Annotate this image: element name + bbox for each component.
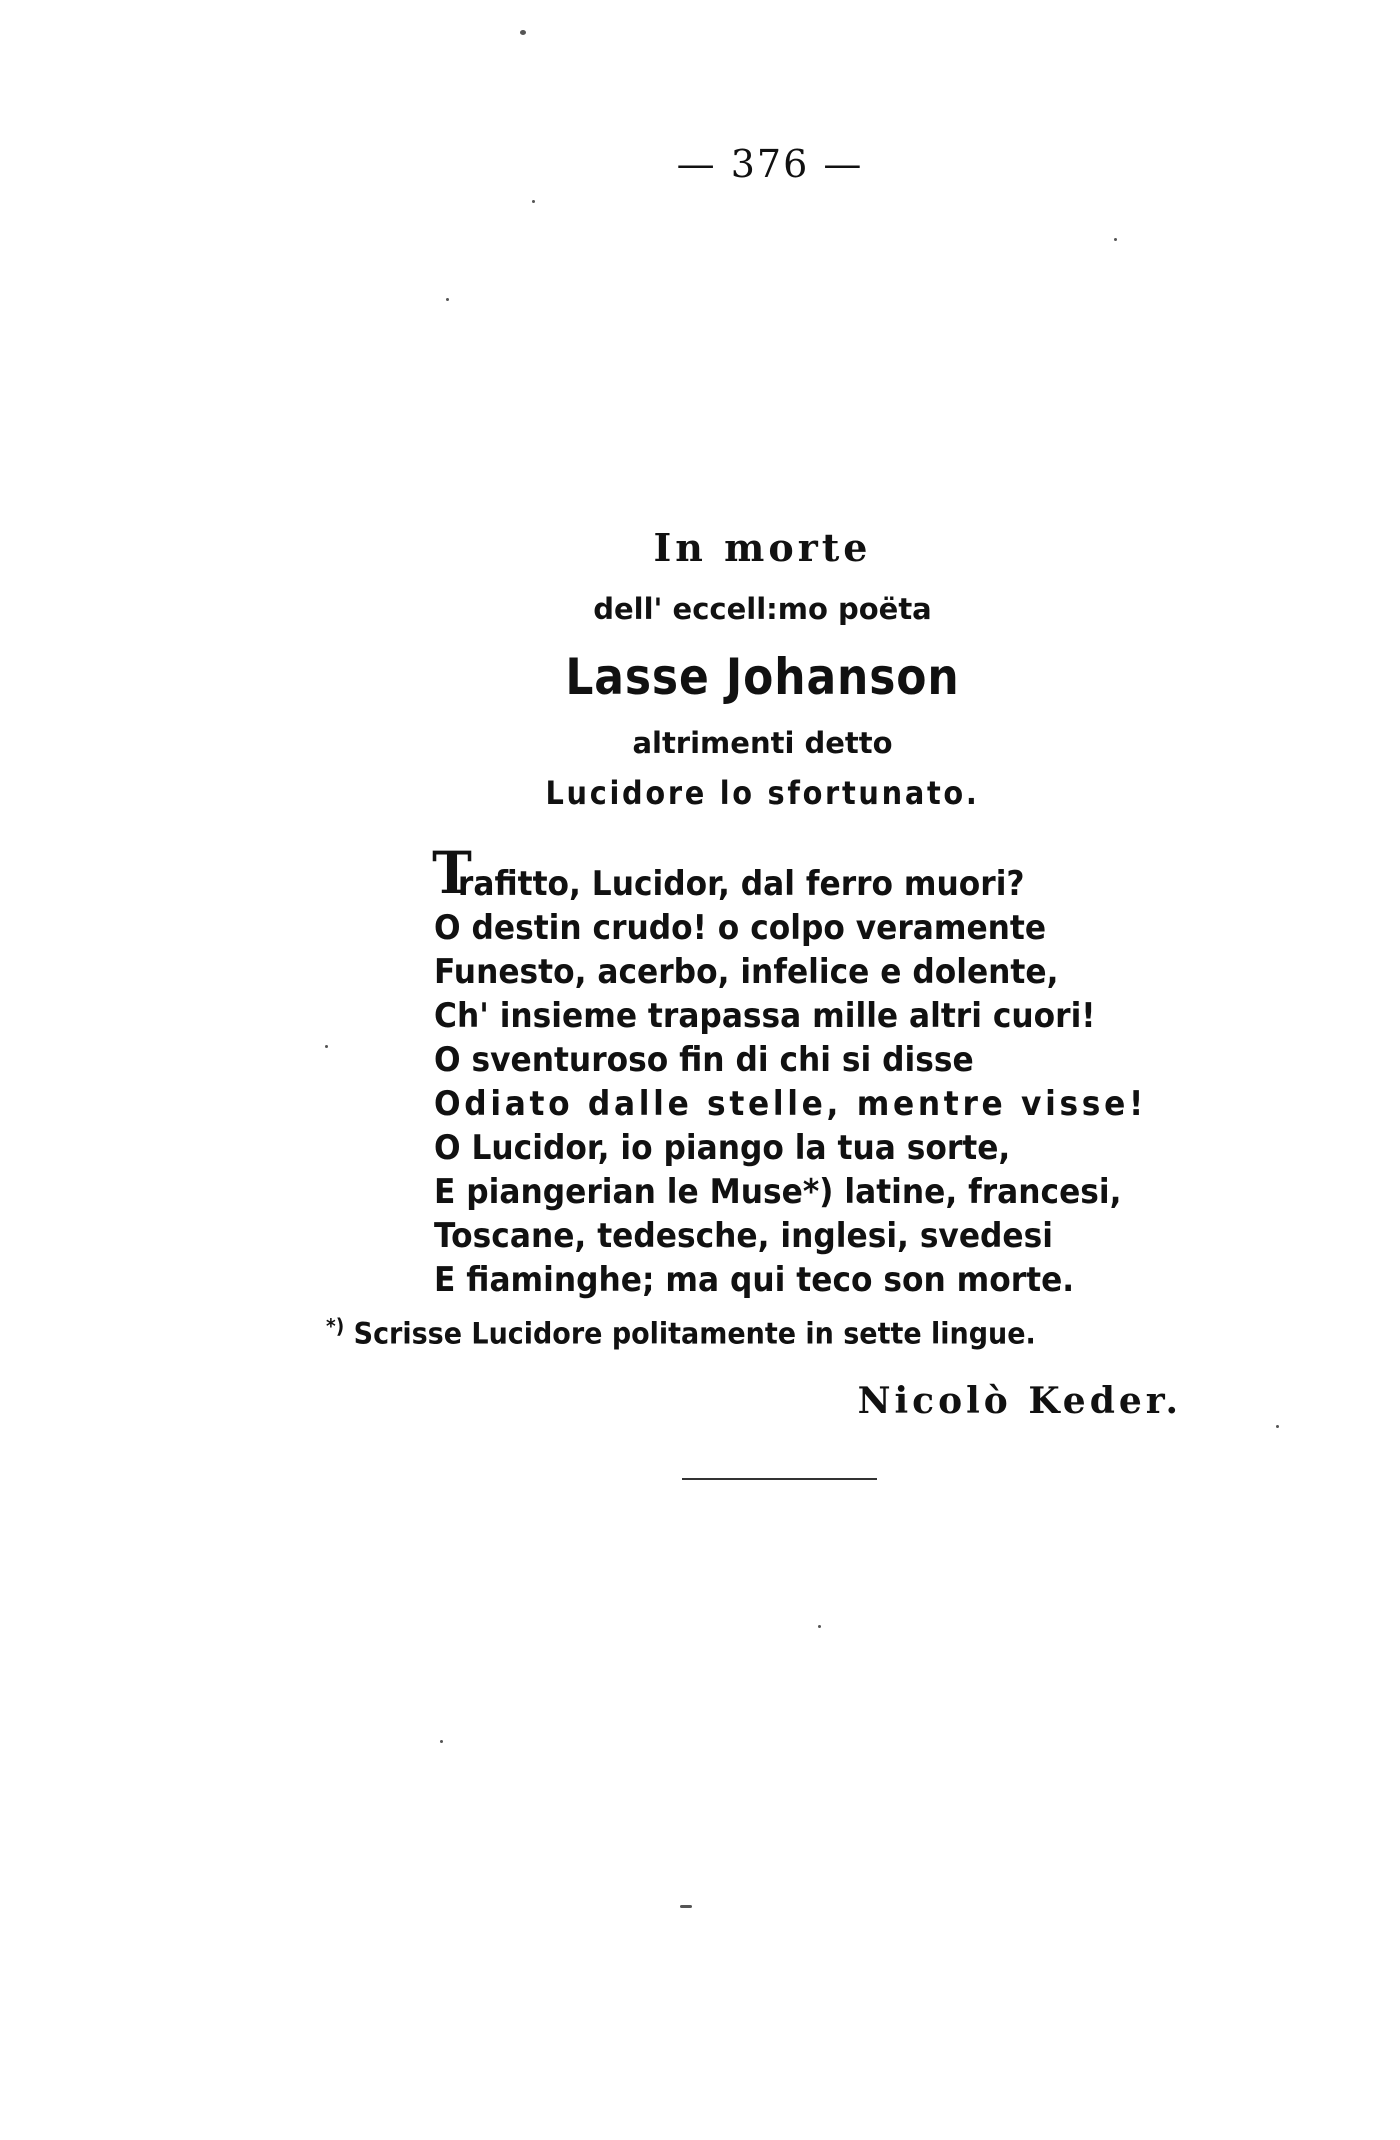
- print-speck: [520, 30, 526, 35]
- heading-poet-name: Lasse Johanson: [565, 648, 960, 706]
- author-signature: Nicolò Keder.: [857, 1380, 1182, 1422]
- heading-alias: Lucidore lo sfortunato.: [545, 774, 980, 812]
- footnote: [326, 1314, 1036, 1351]
- closing-rule: [682, 1478, 877, 1480]
- footnote-mark: *): [326, 1314, 345, 1338]
- poem-line-1-text: rafitto, Lucidor, dal ferro muori?: [457, 864, 1025, 904]
- heading-in-morte: In morte: [653, 525, 872, 570]
- poem-line-10: E fiaminghe; ma qui teco son morte.: [434, 1260, 1075, 1300]
- print-speck: [325, 1045, 328, 1048]
- print-speck: [818, 1625, 821, 1628]
- print-speck: [680, 1905, 692, 1908]
- print-speck: [1114, 238, 1117, 241]
- poem-line-8: E piangerian le Muse*) latine, francesi,: [434, 1172, 1122, 1212]
- footnote-text: Scrisse Lucidore politamente in sette lingue.: [353, 1316, 1036, 1351]
- poem-line-5: O sventuroso fin di chi si disse: [434, 1040, 974, 1080]
- print-speck: [1276, 1425, 1279, 1428]
- poem-line-1: [432, 839, 1152, 907]
- drop-cap: T: [432, 839, 472, 907]
- poem-line-9: Toscane, tedesche, inglesi, svedesi: [434, 1216, 1053, 1256]
- heading-alias-intro: altrimenti detto: [632, 726, 893, 760]
- poem-heading: [0, 525, 1400, 812]
- heading-dedication: dell' eccell:mo poëta: [593, 592, 932, 626]
- print-speck: [446, 298, 449, 301]
- poem-line-6: Odiato dalle stelle, mentre visse!: [434, 1084, 1147, 1124]
- poem-line-7: O Lucidor, io piango la tua sorte,: [434, 1128, 1011, 1168]
- print-speck: [440, 1740, 443, 1743]
- page-number: — 376 —: [676, 142, 864, 186]
- poem-line-3: Funesto, acerbo, infelice e dolente,: [434, 952, 1059, 992]
- print-speck: [532, 200, 535, 203]
- poem-body: [432, 839, 1214, 1302]
- poem-line-4: Ch' insieme trapassa mille altri cuori!: [434, 996, 1096, 1036]
- poem-line-2: O destin crudo! o colpo veramente: [434, 908, 1047, 948]
